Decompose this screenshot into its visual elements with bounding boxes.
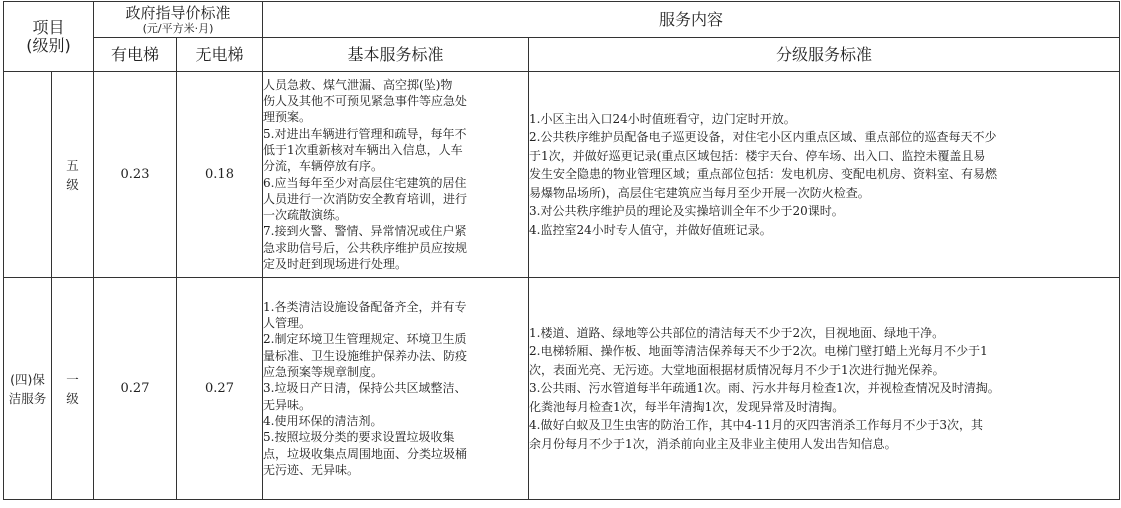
header-with-elevator: 有电梯	[94, 38, 177, 72]
level-cell	[52, 72, 94, 278]
price-without-elevator: 0.18	[177, 72, 263, 278]
graded-standard-line: 于1次，并做好巡更记录(重点区域包括：楼宇天台、停车场、出入口、监控未覆盖且易	[529, 148, 986, 163]
basic-standard-line: 理预案。	[263, 110, 312, 125]
header-gov-price	[94, 2, 263, 38]
category-text: (四)保洁服务	[8, 371, 47, 406]
basic-standard-line: 无异味。	[263, 397, 312, 412]
basic-standard-line: 4.使用环保的清洁剂。	[263, 413, 383, 428]
price-with-elevator: 0.23	[94, 72, 177, 278]
graded-standard-line: 发生安全隐患的物业管理区域；重点部位包括：发电机房、变配电机房、资料室、有易燃	[529, 167, 998, 182]
header-gov-price-unit: (元/平方米·月)	[142, 21, 214, 35]
level-text: 一级	[66, 371, 79, 406]
header-service-content: 服务内容	[263, 2, 1120, 38]
header-project-level: (级别)	[26, 35, 71, 55]
basic-standard-line: 低于1次重新核对车辆出入信息，人车	[263, 142, 463, 157]
graded-standard-line: 1.楼道、道路、绿地等公共部位的清洁每天不少于2次，目视地面、绿地干净。	[529, 325, 945, 340]
graded-standard-cell	[529, 278, 1120, 500]
basic-standard-line: 5.按照垃圾分类的要求设置垃圾收集	[263, 430, 455, 445]
basic-standard-line: 急求助信号后，公共秩序维护员应按规	[263, 240, 468, 255]
graded-standard-line: 化粪池每月检查1次，每半年清掏1次，发现异常及时清掏。	[529, 399, 845, 414]
header-basic-standard: 基本服务标准	[263, 38, 529, 72]
basic-standard-line: 分流，车辆停放有序。	[263, 159, 384, 174]
graded-standard-line: 3.公共雨、污水管道每半年疏通1次。雨、污水井每月检查1次，并视检查情况及时清掏。	[529, 381, 1000, 396]
level-cell	[52, 278, 94, 500]
basic-standard-line: 定及时赶到现场进行处理。	[263, 256, 408, 271]
header-project	[4, 2, 94, 72]
basic-standard-line: 一次疏散演练。	[263, 208, 348, 223]
category-cell	[4, 278, 52, 500]
basic-standard-line: 人管理。	[263, 316, 312, 331]
service-standard-table	[3, 1, 1120, 500]
graded-standard-line: 2.公共秩序维护员配备电子巡更设备，对住宅小区内重点区域、重点部位的巡查每天不少	[529, 130, 997, 145]
category-cell	[4, 72, 52, 278]
basic-standard-line: 1.各类清洁设施设备配备齐全，并有专	[263, 299, 467, 314]
level-text: 五级	[66, 157, 79, 192]
basic-standard-line: 应急预案等规章制度。	[263, 365, 384, 380]
header-graded-standard: 分级服务标准	[529, 38, 1120, 72]
basic-standard-line: 人员进行一次消防安全教育培训，进行	[263, 191, 468, 206]
basic-standard-line: 3.垃圾日产日清，保持公共区域整洁、	[263, 381, 467, 396]
basic-standard-line: 5.对进出车辆进行管理和疏导，每年不	[263, 126, 467, 141]
graded-standard-text	[529, 110, 1119, 240]
graded-standard-line: 3.对公共秩序维护员的理论及实操培训全年不少于20课时。	[529, 204, 844, 219]
graded-standard-line: 余月份每月不少于1次，消杀前向业主及非业主使用人发出告知信息。	[529, 436, 897, 451]
graded-standard-line: 1.小区主出入口24小时值班看守，边门定时开放。	[529, 111, 796, 126]
basic-standard-text	[263, 77, 528, 273]
basic-standard-line: 点，垃圾收集点周围地面、分类垃圾桶	[263, 446, 468, 461]
price-with-elevator: 0.27	[94, 278, 177, 500]
graded-standard-line: 4.监控室24小时专人值守，并做好值班记录。	[529, 222, 772, 237]
graded-standard-cell	[529, 72, 1120, 278]
graded-standard-line: 2.电梯轿厢、操作板、地面等清洁保养每天不少于2次。电梯门壁打蜡上光每月不少于1	[529, 344, 988, 359]
basic-standard-line: 无污迹、无异味。	[263, 462, 360, 477]
basic-standard-line: 伤人及其他不可预见紧急事件等应急处	[263, 94, 468, 109]
basic-standard-line: 2.制定环境卫生管理规定、环境卫生质	[263, 332, 467, 347]
graded-standard-line: 易爆物品场所)，高层住宅建筑应当每月至少开展一次防火检查。	[529, 185, 870, 200]
price-without-elevator: 0.27	[177, 278, 263, 500]
header-without-elevator: 无电梯	[177, 38, 263, 72]
graded-standard-line: 次，表面光亮、无污迹。大堂地面根据材质情况每月不少于1次进行抛光保养。	[529, 362, 945, 377]
basic-standard-line: 6.应当每年至少对高层住宅建筑的居住	[263, 175, 467, 190]
basic-standard-line: 人员急救、煤气泄漏、高空掷(坠)物	[263, 77, 453, 92]
basic-standard-line: 7.接到火警、警情、异常情况或住户紧	[263, 224, 467, 239]
graded-standard-line: 4.做好白蚁及卫生虫害的防治工作，其中4-11月的灭四害消杀工作每月不少于3次，其	[529, 418, 984, 433]
table-row	[4, 278, 1120, 500]
basic-standard-line: 量标准、卫生设施维护保养办法、防疫	[263, 348, 468, 363]
graded-standard-text	[529, 324, 1119, 454]
basic-standard-text	[263, 299, 528, 478]
basic-standard-cell	[263, 72, 529, 278]
header-project-label: 项目	[32, 17, 65, 37]
header-gov-price-label: 政府指导价标准	[125, 3, 231, 22]
table-row	[4, 72, 1120, 278]
basic-standard-cell	[263, 278, 529, 500]
